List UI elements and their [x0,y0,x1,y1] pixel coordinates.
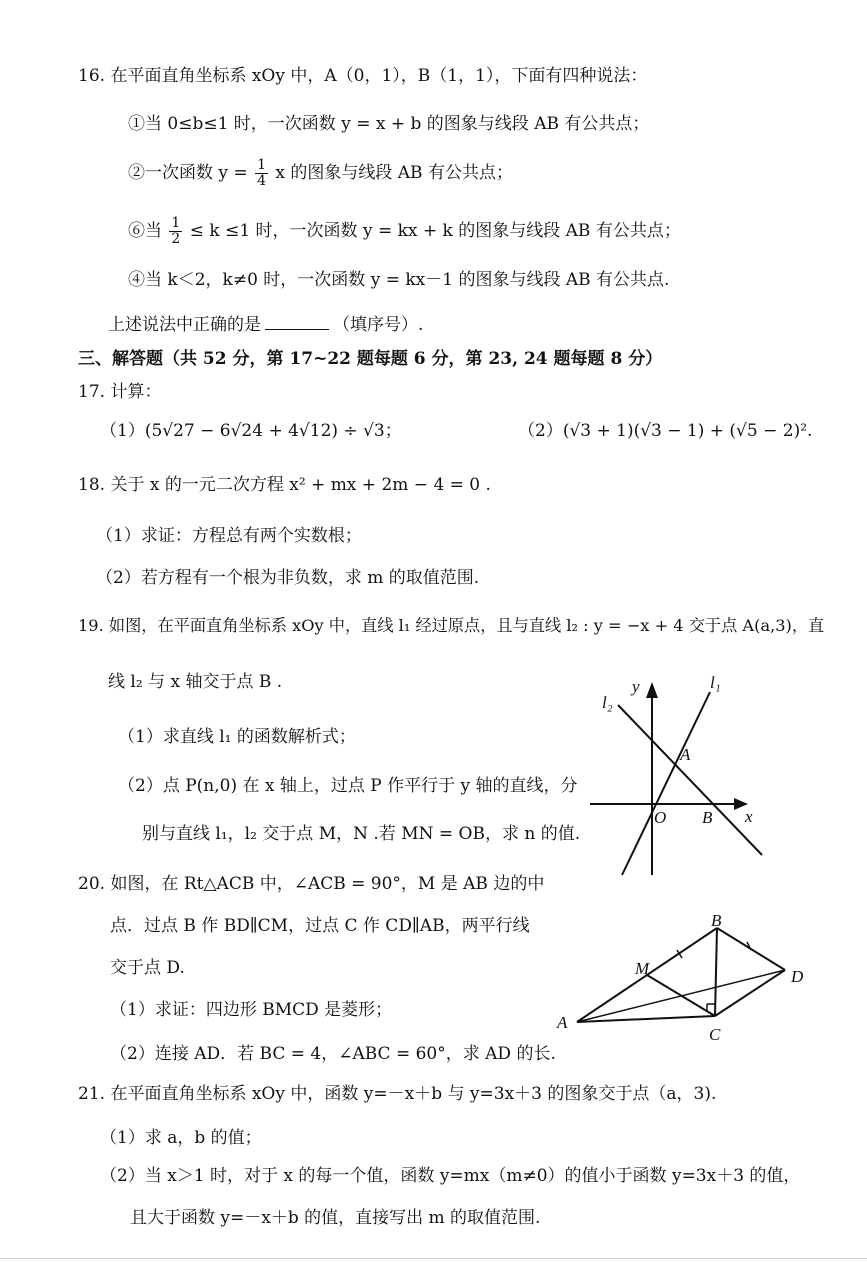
origin-label: O [654,808,667,827]
point-M-label: M [635,959,650,978]
q16-answer-line: 上述说法中正确的是 （填序号）. [108,315,424,335]
q20-stem: 20. 如图，在 Rt△ACB 中，∠ACB = 90°，M 是 AB 边的中 [78,874,545,894]
q21-stem: 21. 在平面直角坐标系 xOy 中，函数 y=－x＋b 与 y=3x＋3 的图象交于点（a，3). [78,1084,717,1104]
segment-CD [715,970,785,1016]
q20-stem-continued-2: 交于点 D. [110,958,185,978]
point-B-label: B [711,911,722,930]
q19-stem-continued: 线 l₂ 与 x 轴交于点 B . [108,672,283,692]
q18-stem: 18. 关于 x 的一元二次方程 x² + mx + 2m − 4 = 0 . [78,475,491,495]
q16-statement-3 [128,216,681,247]
y-axis-arrow [646,682,658,698]
q18-part-1: （1）求证：方程总有两个实数根； [96,526,362,546]
q19-part-2: （2）点 P(n,0) 在 x 轴上，过点 P 作平行于 y 轴的直线，分 [118,776,578,796]
y-axis-label: y [632,677,640,696]
segment-BC [715,928,717,1016]
q21-part-2-continued: 且大于函数 y=－x＋b 的值，直接写出 m 的取值范围. [130,1208,541,1228]
line-l2 [618,705,762,855]
l2-label: l₂ [602,693,613,712]
x-axis-label: x [745,807,753,826]
q17-part-1: （1）(5√27 − 6√24 + 4√12) ÷ √3； [100,421,402,441]
answer-blank[interactable] [265,313,329,330]
q19-part-2-continued: 别与直线 l₁，l₂ 交于点 M，N .若 MN = OB，求 n 的值. [142,824,581,844]
q19-stem: 19. 如图，在平面直角坐标系 xOy 中，直线 l₁ 经过原点，且与直线 l₂ : y = −x + 4 交于点 A(a,3)，直 [78,616,825,635]
q19-part-1: （1）求直线 l₁ 的函数解析式； [118,727,356,747]
q21-part-2: （2）当 x＞1 时，对于 x 的每一个值，函数 y=mx（m≠0）的值小于函数 y=3x＋3 的值， [100,1166,801,1186]
q16-s3-post: ≤ k ≤1 时，一次函数 y = kx + k 的图象与线段 AB 有公共点； [189,221,681,241]
q16-statement-2 [128,158,513,189]
line-l1 [622,692,710,875]
point-B-label: B [702,808,713,827]
q19-coordinate-figure [590,670,780,890]
q21-part-1: （1）求 a，b 的值； [100,1128,262,1148]
q16-statement-1: ①当 0≤b≤1 时，一次函数 y = x + b 的图象与线段 AB 有公共点； [128,114,650,134]
q16-statement-4: ④当 k＜2，k≠0 时，一次函数 y = kx－1 的图象与线段 AB 有公共点. [128,270,670,290]
q20-stem-continued: 点．过点 B 作 BD∥CM，过点 C 作 CD∥AB，两平行线 [110,916,530,936]
fraction-one-half: $\frac{1}{2}$ [171,215,181,247]
point-A-label: A [680,745,691,764]
q20-part-1: （1）求证：四边形 BMCD 是菱形； [110,1000,393,1020]
fraction-one-quarter: $\frac{1}{4}$ [257,157,266,189]
page-bottom-rule [0,1258,867,1259]
q16-stem: 16. 在平面直角坐标系 xOy 中，A（0，1），B（1，1），下面有四种说法： [78,66,648,86]
segment-AD [577,970,785,1022]
q18-part-2: （2）若方程有一个根为非负数，求 m 的取值范围. [96,568,480,588]
point-D-label: D [791,967,804,986]
section-heading: 三、解答题（共 52 分，第 17~22 题每题 6 分，第 23, 24 题每题 8 分） [78,349,663,369]
q17-stem: 17. 计算： [78,382,162,402]
q20-part-2: （2）连接 AD．若 BC = 4，∠ABC = 60°，求 AD 的长. [110,1044,556,1064]
q20-rhombus-figure [555,910,815,1050]
l1-label: l₁ [710,673,721,692]
point-C-label: C [709,1025,721,1044]
q16-s3-pre: ⑥当 [128,221,162,241]
point-A-label: A [557,1013,568,1032]
q16-s2-post: x 的图象与线段 AB 有公共点； [275,163,513,183]
q17-part-2: （2）(√3 + 1)(√3 − 1) + (√5 − 2)². [518,421,813,441]
q16-s2-pre: ②一次函数 y = [128,163,248,183]
